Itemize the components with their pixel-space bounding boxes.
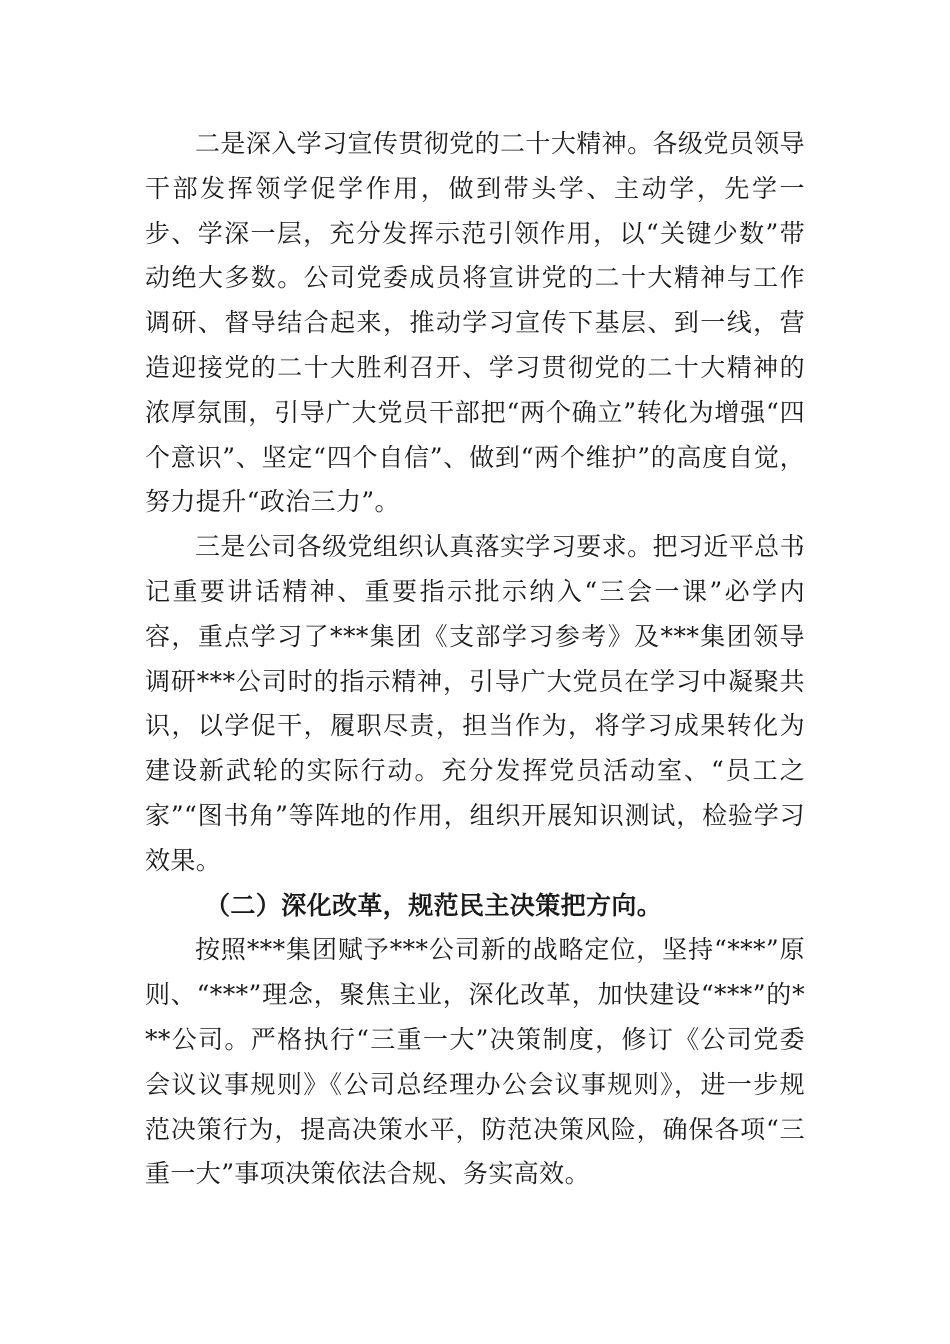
- paragraph-study-twentieth-congress: 二是深入学习宣传贯彻党的二十大精神。各级党员领导干部发挥领学促学作用，做到带头学、主动学，先学一步、学深一层，充分发挥示范引领作用，以“关键少数”带动绝大多数。公司党委成员将宣讲党的二十大精神与工作调研、督导结合起来，推动学习宣传下基层、到一线，营造迎接党的二十大胜利召开、学习贯彻党的二十大精神的浓厚氛围，引导广大党员干部把“两个确立”转化为增强“四个意识”、坚定“四个自信”、做到“两个维护”的高度自觉，努力提升“政治三力”。: [145, 129, 805, 517]
- document-body: [145, 122, 805, 1197]
- paragraph-party-organizations-study: 三是公司各级党组织认真落实学习要求。把习近平总书记重要讲话精神、重要指示批示纳入“三会一课”必学内容，重点学习了***集团《支部学习参考》及***集团领导调研***公司时的指示精神，引导广大党员在学习中凝聚共识，以学促干，履职尽责，担当作为，将学习成果转化为建设新武轮的实际行动。充分发挥党员活动室、“员工之家”“图书角”等阵地的作用，组织开展知识测试，检验学习效果。: [145, 532, 805, 875]
- paragraph-reform-decision-making: 按照***集团赋予***公司新的战略定位，坚持“***”原则、“***”理念，聚焦主业，深化改革，加快建设“***”的***公司。严格执行“三重一大”决策制度，修订《公司党委会议议事规则》《公司总经理办公会议事规则》，进一步规范决策行为，提高决策水平，防范决策风险，确保各项“三重一大”事项决策依法合规、务实高效。: [145, 935, 805, 1189]
- section-heading: （二）深化改革，规范民主决策把方向。: [205, 890, 663, 920]
